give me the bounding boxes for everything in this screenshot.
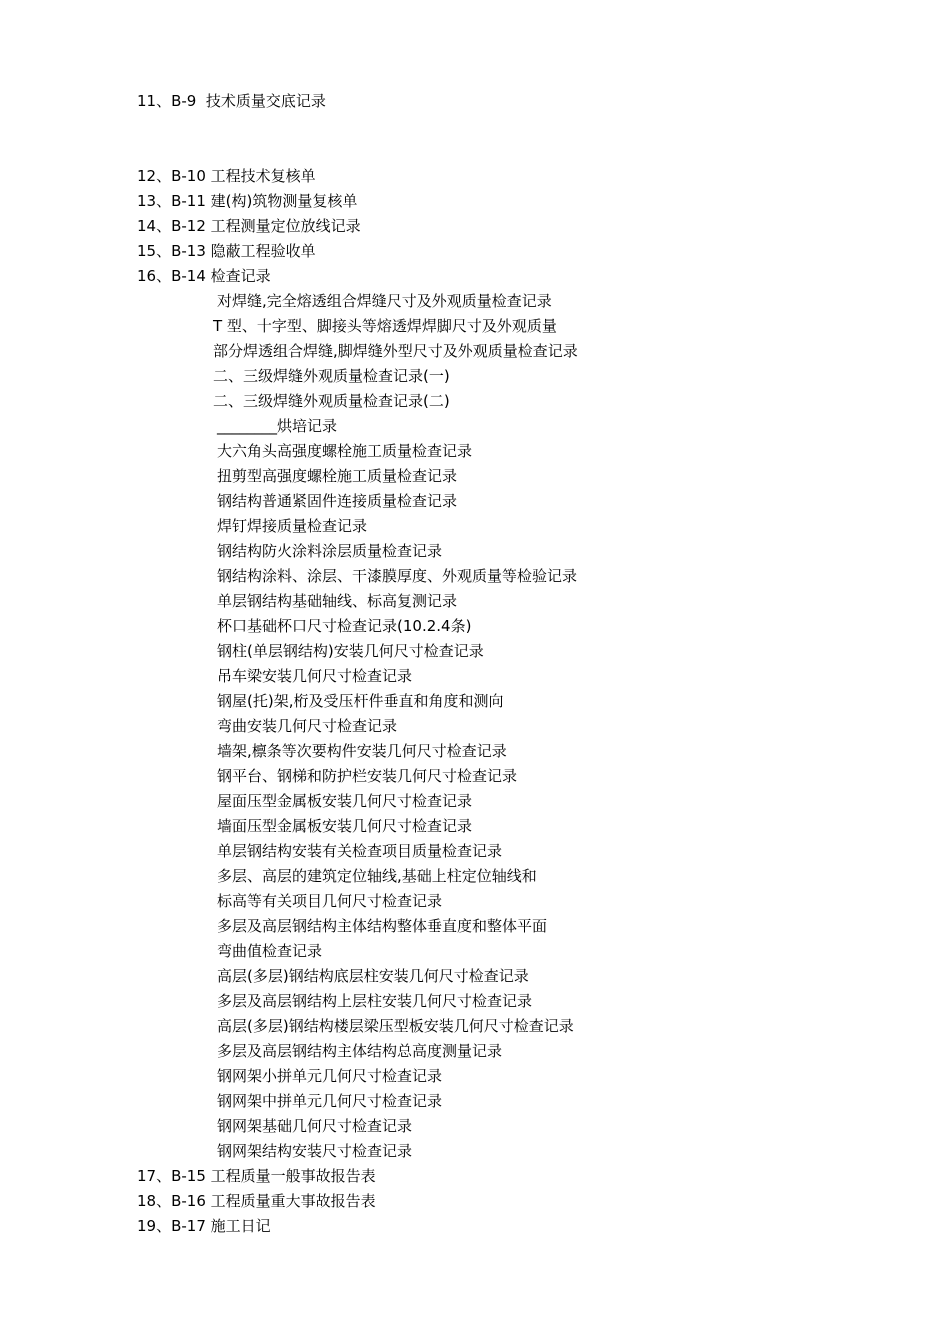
sub-item: T 型、十字型、脚接头等熔透焊焊脚尺寸及外观质量 (213, 317, 557, 335)
list-item-14: 14、B-12 工程测量定位放线记录 (137, 217, 361, 235)
sub-item: 大六角头高强度螺栓施工质量检查记录 (217, 442, 473, 460)
sub-item: 二、三级焊缝外观质量检查记录(一) (213, 367, 450, 385)
list-item-16: 16、B-14 检查记录 (137, 267, 271, 285)
sub-item: 弯曲安装几何尺寸检查记录 (217, 717, 398, 735)
sub-item: 二、三级焊缝外观质量检查记录(二) (213, 392, 450, 410)
sub-item: 单层钢结构基础轴线、标高复测记录 (217, 592, 458, 610)
sub-item: 钢柱(单层钢结构)安装几何尺寸检查记录 (217, 642, 484, 660)
list-item-15: 15、B-13 隐蔽工程验收单 (137, 242, 316, 260)
sub-item: 多层、高层的建筑定位轴线,基础上柱定位轴线和 (217, 867, 537, 885)
sub-item: 扭剪型高强度螺栓施工质量检查记录 (217, 467, 458, 485)
list-item-18: 18、B-16 工程质量重大事故报告表 (137, 1192, 376, 1210)
sub-item: 部分焊透组合焊缝,脚焊缝外型尺寸及外观质量检查记录 (213, 342, 578, 360)
sub-item: 屋面压型金属板安装几何尺寸检查记录 (217, 792, 473, 810)
sub-item: 单层钢结构安装有关检查项目质量检查记录 (217, 842, 503, 860)
list-item-11: 11、B-9 技术质量交底记录 (137, 92, 326, 110)
sub-item: 焊钉焊接质量检查记录 (217, 517, 368, 535)
list-item-13: 13、B-11 建(构)筑物测量复核单 (137, 192, 358, 210)
sub-item: 钢平台、钢梯和防护栏安装几何尺寸检查记录 (217, 767, 518, 785)
sub-item: 钢网架小拼单元几何尺寸检查记录 (217, 1067, 443, 1085)
sub-item: 钢屋(托)架,桁及受压杆件垂直和角度和测向 (217, 692, 504, 710)
sub-item: 标高等有关项目几何尺寸检查记录 (217, 892, 443, 910)
sub-item: 对焊缝,完全熔透组合焊缝尺寸及外观质量检查记录 (217, 292, 552, 310)
sub-item: 多层及高层钢结构上层柱安装几何尺寸检查记录 (217, 992, 533, 1010)
sub-item: 高层(多层)钢结构楼层梁压型板安装几何尺寸检查记录 (217, 1017, 574, 1035)
sub-item: 墙面压型金属板安装几何尺寸检查记录 (217, 817, 473, 835)
sub-item: 钢结构涂料、涂层、干漆膜厚度、外观质量等检验记录 (217, 567, 578, 585)
list-item-19: 19、B-17 施工日记 (137, 1217, 271, 1235)
sub-item: 钢网架中拼单元几何尺寸检查记录 (217, 1092, 443, 1110)
list-item-17: 17、B-15 工程质量一般事故报告表 (137, 1167, 376, 1185)
sub-item: 高层(多层)钢结构底层柱安装几何尺寸检查记录 (217, 967, 529, 985)
sub-item: 钢网架结构安装尺寸检查记录 (217, 1142, 413, 1160)
sub-item: 吊车梁安装几何尺寸检查记录 (217, 667, 413, 685)
sub-item: ________烘培记录 (217, 417, 338, 435)
sub-item: 钢结构防火涂料涂层质量检查记录 (217, 542, 443, 560)
list-item-12: 12、B-10 工程技术复核单 (137, 167, 316, 185)
sub-item: 钢网架基础几何尺寸检查记录 (217, 1117, 413, 1135)
sub-item: 墙架,檩条等次要构件安装几何尺寸检查记录 (217, 742, 507, 760)
sub-item: 多层及高层钢结构主体结构总高度测量记录 (217, 1042, 503, 1060)
sub-item: 钢结构普通紧固件连接质量检查记录 (217, 492, 458, 510)
sub-item: 弯曲值检查记录 (217, 942, 323, 960)
sub-item: 多层及高层钢结构主体结构整体垂直度和整体平面 (217, 917, 548, 935)
sub-item: 杯口基础杯口尺寸检查记录(10.2.4条) (217, 617, 472, 635)
